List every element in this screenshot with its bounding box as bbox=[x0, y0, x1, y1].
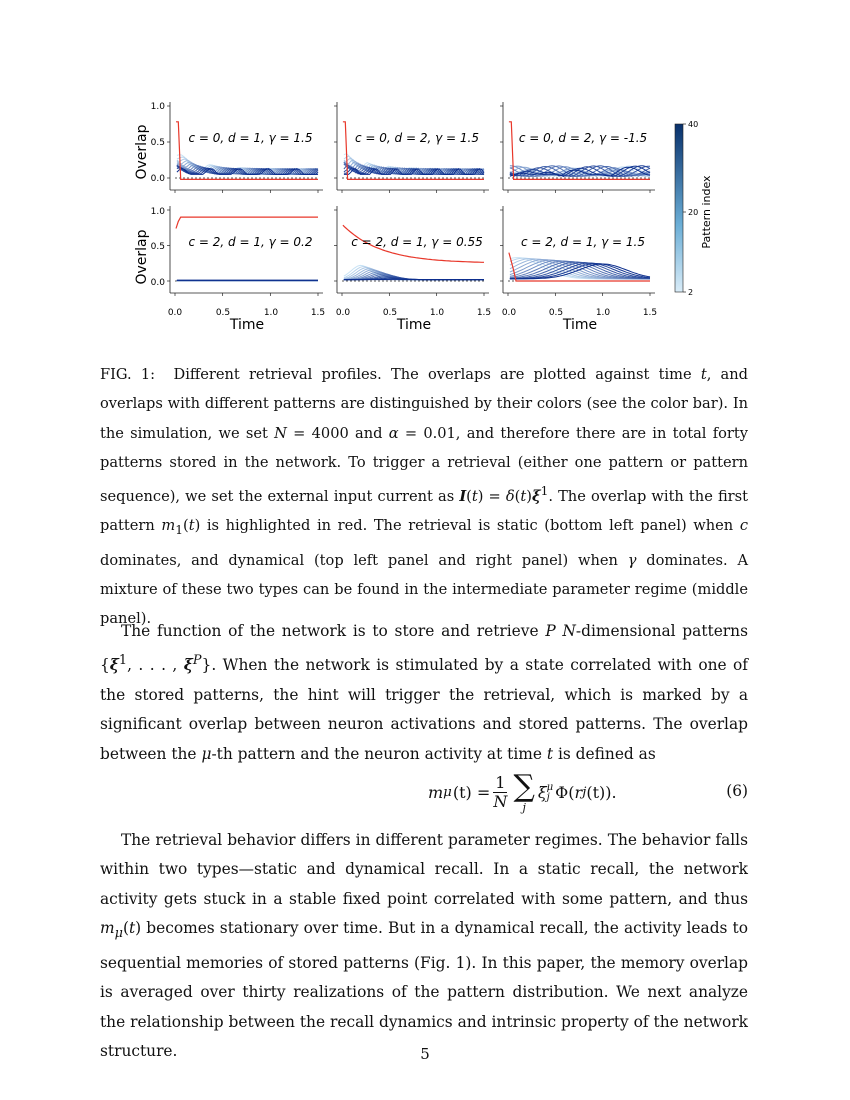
page-number: 5 bbox=[420, 1045, 430, 1063]
retrieval-profiles-plot bbox=[0, 0, 850, 345]
pattern-curve bbox=[510, 258, 650, 279]
fraction: $\frac{1}{N}$ bbox=[493, 773, 508, 811]
ylabel-top: Overlap bbox=[134, 124, 150, 180]
xlabel-c2: Time bbox=[396, 317, 432, 333]
xtick-c1-4: 1.5 bbox=[310, 308, 326, 318]
xtick-c3-2: 0.5 bbox=[548, 308, 564, 318]
panel-label: c = 0, d = 2, γ = 1.5 bbox=[355, 131, 479, 145]
xtick-c2-4: 1.5 bbox=[476, 308, 492, 318]
paragraph-2: The retrieval behavior differs in different parameter regimes. The behavior falls within two types—static and dynamical recall. In a static recall, the network activity gets stuck in a stable fixed point correlated with some pattern, and thus $m_\mu(t)$ becomes stationary over time. But in a dynamical recall, the activity leads to sequential memories of stored patterns (Fig. 1). In this paper, the memory overlap is averaged over thirty realizations of the pattern distribution. We next analyze the relationship between the recall dynamics and intrinsic property of the network structure. bbox=[100, 831, 748, 1060]
caption-label: FIG. 1: bbox=[100, 366, 156, 383]
figure-caption: FIG. 1: Different retrieval profiles. The overlaps are plotted against time t, and overlaps with different patterns are distinguished by their colors (see the color bar). In the simulation, we set N = 4000 and α = 0.01, and therefore there are in total forty patterns stored in the network. To trigger a retrieval (either one pattern or pattern sequence), we set the external input current as $I(t) = \delta(t)\xi^1$. The overlap with the first pattern $m_1(t)$ is highlighted in red. The retrieval is static (bottom left panel) when c dominates, and dynamical (top left panel and right panel) when γ dominates. A mixture of these two types can be found in the intermediate parameter regime (middle panel). bbox=[100, 366, 749, 628]
ytick-bottom-3: 0.0 bbox=[150, 278, 165, 288]
colorbar-tick-2: 2 bbox=[688, 288, 694, 297]
xtick-c3-4: 1.5 bbox=[642, 308, 658, 318]
panel-label: c = 2, d = 1, γ = 1.5 bbox=[521, 235, 645, 249]
paragraph-1: The function of the network is to store and retrieve P N-dimensional patterns {$\xi^1$, . . . , $\xi^P$}. When the network is stimulated by a state correlated with one of the stored patterns, the hint will trigger the retrieval, which is marked by a significant overlap between neuron activations and stored patterns. The overlap between the μ-th pattern and the neuron activity at time t is defined as bbox=[100, 622, 749, 763]
xtick-c1-3: 1.0 bbox=[263, 308, 279, 318]
xtick-c3-3: 1.0 bbox=[595, 308, 611, 318]
colorbar-label: Pattern index bbox=[700, 175, 713, 249]
summation: ∑ j bbox=[513, 769, 535, 814]
xtick-c1-1: 0.0 bbox=[167, 308, 183, 318]
xtick-c3-1: 0.0 bbox=[501, 308, 517, 318]
panel-label: c = 2, d = 1, γ = 0.2 bbox=[188, 235, 313, 249]
colorbar bbox=[675, 124, 683, 292]
pattern-1-curve bbox=[176, 217, 318, 228]
colorbar-tick-20: 20 bbox=[688, 208, 699, 217]
ytick-top-1: 1.0 bbox=[150, 102, 165, 112]
equation-6: m μ (t) = $\frac{1}{N}$ ∑ j ξ μ j Φ( r j (t)). (6) bbox=[428, 769, 748, 814]
panel-label: c = 0, d = 1, γ = 1.5 bbox=[188, 131, 313, 145]
equation-number: (6) bbox=[726, 782, 748, 800]
xtick-c2-1: 0.0 bbox=[335, 308, 351, 318]
figure-1 bbox=[0, 0, 850, 345]
panel-label: c = 2, d = 1, γ = 0.55 bbox=[351, 235, 483, 249]
ylabel-bottom: Overlap bbox=[134, 229, 150, 285]
xtick-c2-2: 0.5 bbox=[382, 308, 398, 318]
ytick-bottom-2: 0.5 bbox=[150, 242, 165, 252]
colorbar-tick-40: 40 bbox=[688, 120, 699, 129]
xtick-c2-3: 1.0 bbox=[429, 308, 445, 318]
ytick-top-2: 0.5 bbox=[150, 138, 165, 148]
ytick-bottom-1: 1.0 bbox=[150, 207, 165, 217]
panel-label: c = 0, d = 2, γ = -1.5 bbox=[518, 131, 648, 145]
ytick-top-3: 0.0 bbox=[150, 174, 165, 184]
xlabel-c3: Time bbox=[562, 317, 598, 333]
xlabel-c1: Time bbox=[229, 317, 265, 333]
xtick-c1-2: 0.5 bbox=[215, 308, 231, 318]
